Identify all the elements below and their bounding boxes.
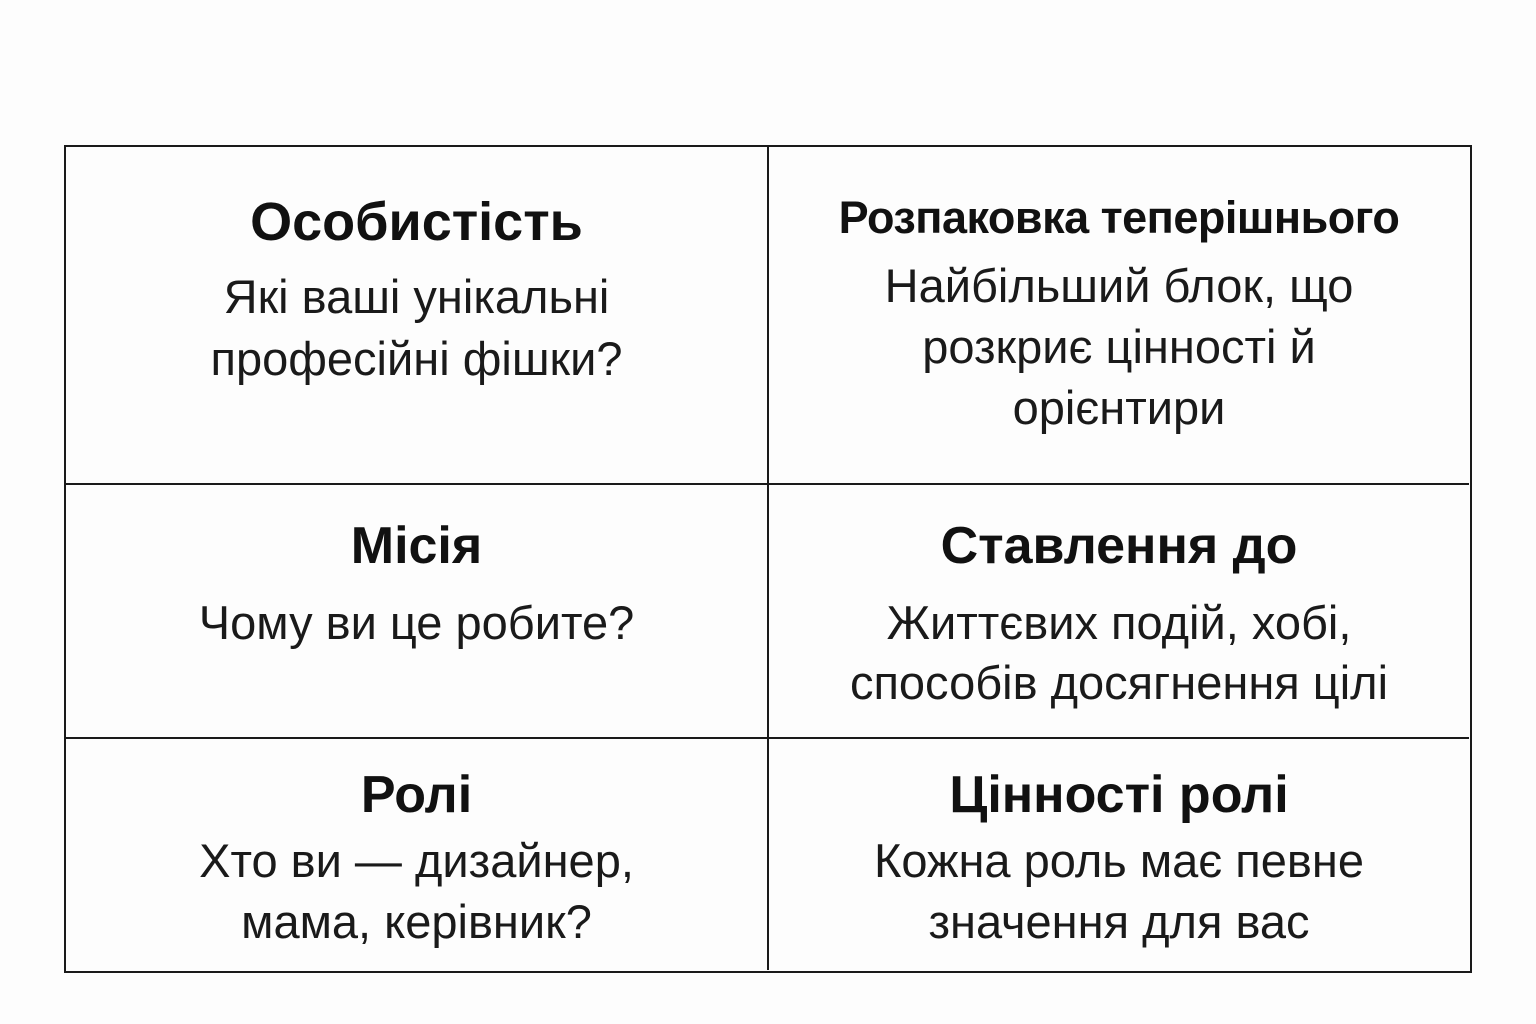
cell-title: Розпаковка теперішнього [838,192,1400,243]
cell-description: Чому ви це робите? [198,596,635,650]
cell-unpacking-present [769,147,1469,485]
cell-title: Місія [350,517,483,575]
cell-roles [66,739,769,970]
cell-title: Ролі [360,766,473,824]
cell-role-values [769,739,1469,970]
cell-mission [66,485,769,739]
cell-description: Життєвих подій, хобі, способів досягнення цілі [849,596,1389,709]
cell-description: Хто ви — дизайнер, мама, керівник? [199,834,634,949]
cell-description: Найбільший блок, що розкриє цінності й орієнтири [884,258,1354,434]
cell-attitude [769,485,1469,739]
cell-description: Кожна роль має певне значення для вас [874,834,1364,949]
concept-grid [64,145,1472,973]
cell-personality [66,147,769,485]
cell-title: Ставлення до [940,517,1298,575]
cell-title: Цінності ролі [949,766,1289,824]
cell-title: Особистість [250,192,583,252]
cell-description: Які ваші унікальні професійні фішки? [210,270,623,386]
